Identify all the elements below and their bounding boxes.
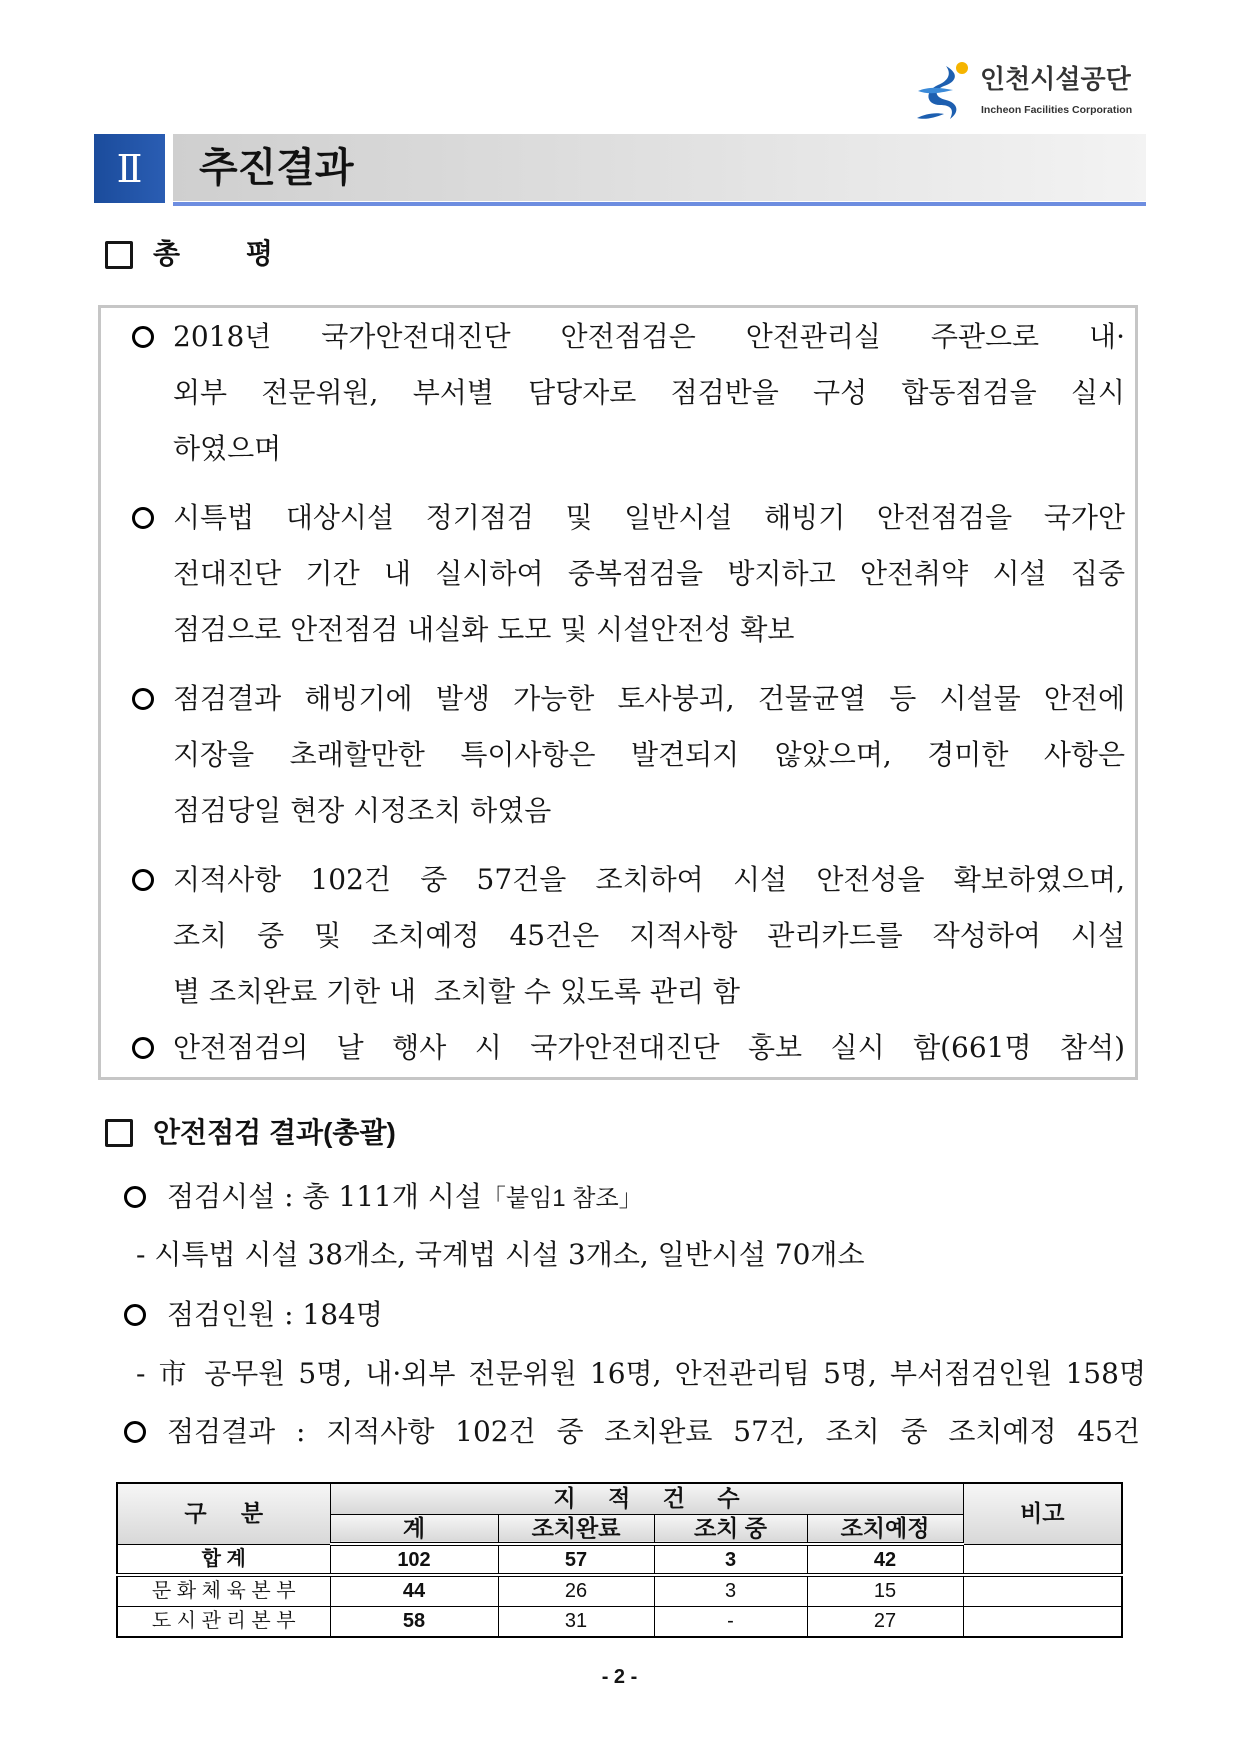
row-name: 문 화 체 육 본 부: [117, 1575, 330, 1606]
header-completed: 조치완료: [498, 1514, 654, 1544]
summary-line: 안전점검의 날 행사 시 국가안전대진단 홍보 실시 함(661명 참석): [173, 1031, 1125, 1064]
hollow-square-icon: [105, 241, 133, 269]
section-number: Ⅱ: [116, 146, 143, 191]
summary-item: [101, 490, 1135, 658]
header-planned: 조치예정: [807, 1514, 963, 1544]
summary-item: [101, 852, 1135, 1020]
facilities-reference: 「붙임1 참조」: [481, 1185, 643, 1212]
summary-item: [101, 1020, 1135, 1076]
summary-line: 2018년 국가안전대진단 안전점검은 안전관리실 주관으로 내·: [173, 320, 1125, 353]
row-remarks: [963, 1575, 1122, 1606]
hollow-circle-bullet-icon: [132, 869, 154, 891]
summary-heading: 총 평: [153, 238, 273, 269]
hollow-circle-bullet-icon: [124, 1186, 146, 1208]
row-in-progress: 3: [654, 1575, 807, 1606]
section-header: [94, 134, 1146, 206]
facilities-line: [167, 1169, 1127, 1225]
row-in-progress: -: [654, 1606, 807, 1637]
row-planned: 42: [807, 1544, 963, 1575]
summary-line: 지장을 초래할만한 특이사항은 발견되지 않았으며, 경미한 사항은: [173, 738, 1125, 771]
table-header-row: [117, 1483, 1122, 1514]
summary-line: 전대진단 기간 내 실시하여 중복점검을 방지하고 안전취약 시설 집중: [173, 557, 1125, 590]
row-planned: 27: [807, 1606, 963, 1637]
summary-item: [101, 309, 1135, 477]
summary-item: [101, 671, 1135, 839]
row-total: 102: [330, 1544, 498, 1575]
personnel-label: 점검인원 : 184명: [167, 1298, 383, 1331]
table-row: [117, 1544, 1122, 1575]
summary-line: 지적사항 102건 중 57건을 조치하여 시설 안전성을 확보하였으며,: [173, 863, 1125, 896]
outcome-label: 점검결과 : 지적사항 102건 중 조치완료 57건, 조치 중 조치예정 45건: [167, 1415, 1140, 1448]
summary-line: 조치 중 및 조치예정 45건은 지적사항 관리카드를 작성하여 시설: [173, 919, 1125, 952]
logo: [915, 60, 1140, 122]
row-remarks: [963, 1544, 1122, 1575]
hollow-circle-bullet-icon: [124, 1421, 146, 1443]
summary-box: [98, 305, 1138, 1080]
hollow-circle-bullet-icon: [132, 1037, 154, 1059]
row-total: 44: [330, 1575, 498, 1606]
personnel-detail: - 市 공무원 5명, 내·외부 전문위원 16명, 안전관리팀 5명, 부서점검인원 158명: [136, 1357, 1146, 1390]
hollow-circle-bullet-icon: [124, 1304, 146, 1326]
hollow-circle-bullet-icon: [132, 326, 154, 348]
section-underline: [173, 202, 1146, 206]
section-title: 추진결과: [199, 146, 354, 190]
summary-line: 외부 전문위원, 부서별 담당자로 점검반을 구성 합동점검을 실시: [173, 376, 1125, 409]
facilities-label: 점검시설 : 총 111개 시설: [167, 1180, 482, 1213]
facilities-detail: - 시특법 시설 38개소, 국계법 시설 3개소, 일반시설 70개소: [136, 1238, 865, 1271]
summary-line: 점검으로 안전점검 내실화 도모 및 시설안전성 확보: [173, 613, 795, 646]
header-in-progress: 조치 중: [654, 1514, 807, 1544]
header-remarks: 비고: [963, 1483, 1122, 1544]
hollow-circle-bullet-icon: [132, 507, 154, 529]
results-heading: 안전점검 결과(총괄): [153, 1117, 396, 1148]
row-name: 도 시 관 리 본 부: [117, 1606, 330, 1637]
logo-name: 인천시설공단: [980, 64, 1131, 94]
row-name: 합 계: [117, 1544, 330, 1575]
hollow-square-icon: [105, 1119, 133, 1147]
hollow-circle-bullet-icon: [132, 688, 154, 710]
row-in-progress: 3: [654, 1544, 807, 1575]
table-row: [117, 1606, 1122, 1637]
results-table: [116, 1482, 1123, 1638]
row-completed: 57: [498, 1544, 654, 1575]
section-number-box: [94, 134, 165, 203]
summary-line: 점검결과 해빙기에 발생 가능한 토사붕괴, 건물균열 등 시설물 안전에: [173, 682, 1125, 715]
row-total: 58: [330, 1606, 498, 1637]
row-completed: 31: [498, 1606, 654, 1637]
page-number: - 2 -: [601, 1666, 638, 1688]
row-completed: 26: [498, 1575, 654, 1606]
summary-line: 별 조치완료 기한 내 조치할 수 있도록 관리 함: [173, 975, 740, 1008]
header-group: 지 적 건 수: [330, 1483, 963, 1514]
summary-line: 점검당일 현장 시정조치 하였음: [173, 794, 552, 827]
logo-figure-icon: [915, 60, 977, 122]
table-row: [117, 1575, 1122, 1606]
header-category: 구 분: [117, 1483, 330, 1544]
row-remarks: [963, 1606, 1122, 1637]
header-total: 계: [330, 1514, 498, 1544]
summary-line: 시특법 대상시설 정기점검 및 일반시설 해빙기 안전점검을 국가안: [173, 501, 1125, 534]
logo-english-name: Incheon Facilities Corporation: [981, 104, 1133, 116]
row-planned: 15: [807, 1575, 963, 1606]
summary-line: 하였으며: [173, 432, 282, 465]
